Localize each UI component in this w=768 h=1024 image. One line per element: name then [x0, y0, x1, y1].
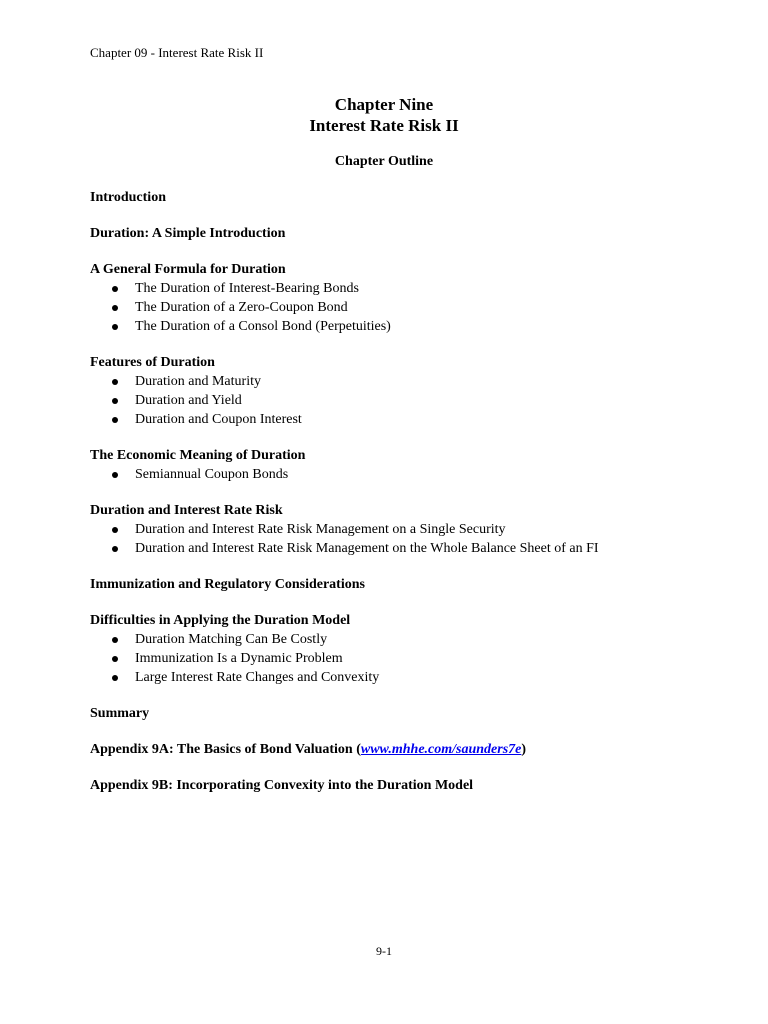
bullet-dot-icon [112, 379, 118, 385]
bullet-text: Large Interest Rate Changes and Convexity [135, 670, 380, 685]
section-title: Introduction [90, 190, 166, 205]
page-number: 9-1 [376, 944, 392, 958]
outline-section [90, 188, 730, 207]
bullet-item [90, 372, 730, 391]
bullet-list [90, 279, 730, 336]
bullet-item [90, 520, 730, 539]
outline-section [90, 501, 730, 558]
bullet-list [90, 520, 730, 558]
bullet-text: Duration and Yield [135, 393, 242, 408]
appendix-a-suffix: ) [521, 742, 527, 757]
bullet-dot-icon [112, 527, 118, 533]
appendix-a-title [90, 740, 730, 759]
outline-section [90, 575, 730, 594]
bullet-dot-icon [112, 656, 118, 662]
bullet-text: Semiannual Coupon Bonds [135, 467, 289, 482]
bullet-dot-icon [112, 398, 118, 404]
bullet-list [90, 465, 730, 484]
bullet-item [90, 649, 730, 668]
appendix-a-prefix: Appendix 9A: The Basics of Bond Valuation ( [90, 742, 361, 757]
chapter-title-block [0, 94, 768, 136]
outline-heading: Chapter Outline [334, 154, 434, 169]
bullet-item [90, 391, 730, 410]
bullet-list [90, 372, 730, 429]
section-title: Difficulties in Applying the Duration Model [90, 613, 351, 628]
running-header: Chapter 09 - Interest Rate Risk II [90, 45, 264, 60]
bullet-item [90, 668, 730, 687]
bullet-text: Duration and Coupon Interest [135, 412, 302, 427]
bullet-text: Duration and Interest Rate Risk Management on a Single Security [135, 522, 506, 537]
section-title: Summary [90, 706, 150, 721]
bullet-dot-icon [112, 637, 118, 643]
bullet-text: The Duration of a Zero-Coupon Bond [135, 300, 348, 315]
bullet-text: The Duration of a Consol Bond (Perpetuities) [135, 319, 391, 334]
section-title: Duration and Interest Rate Risk [90, 503, 283, 518]
section-title: Duration: A Simple Introduction [90, 226, 286, 241]
bullet-text: The Duration of Interest-Bearing Bonds [135, 281, 359, 296]
outline-section [90, 611, 730, 687]
outline-section [90, 446, 730, 484]
chapter-number-title: Chapter Nine [334, 95, 434, 114]
bullet-dot-icon [112, 472, 118, 478]
bullet-dot-icon [112, 546, 118, 552]
appendix-b-title: Appendix 9B: Incorporating Convexity into the Duration Model [90, 778, 474, 793]
outline-section [90, 704, 730, 723]
bullet-dot-icon [112, 305, 118, 311]
bullet-text: Duration Matching Can Be Costly [135, 632, 328, 647]
bullet-text: Immunization Is a Dynamic Problem [135, 651, 343, 666]
bullet-dot-icon [112, 324, 118, 330]
section-title: The Economic Meaning of Duration [90, 448, 306, 463]
bullet-dot-icon [112, 286, 118, 292]
bullet-item [90, 539, 730, 558]
bullet-item [90, 630, 730, 649]
section-title: Immunization and Regulatory Considerations [90, 577, 365, 592]
bullet-list [90, 630, 730, 687]
section-title: A General Formula for Duration [90, 262, 286, 277]
bullet-item [90, 317, 730, 336]
appendix-b-section [90, 776, 730, 795]
bullet-dot-icon [112, 417, 118, 423]
bullet-dot-icon [112, 675, 118, 681]
bullet-item [90, 410, 730, 429]
chapter-name-title: Interest Rate Risk II [309, 116, 459, 135]
bullet-text: Duration and Interest Rate Risk Management on the Whole Balance Sheet of an FI [135, 541, 599, 556]
outline-section [90, 224, 730, 243]
bullet-item [90, 298, 730, 317]
bullet-item [90, 465, 730, 484]
section-title: Features of Duration [90, 355, 215, 370]
outline-section [90, 260, 730, 336]
appendix-a-section [90, 740, 730, 759]
outline-sections [90, 188, 730, 812]
outline-section [90, 353, 730, 429]
bullet-item [90, 279, 730, 298]
bullet-text: Duration and Maturity [135, 374, 261, 389]
appendix-a-link[interactable]: www.mhhe.com/saunders7e [360, 742, 522, 757]
